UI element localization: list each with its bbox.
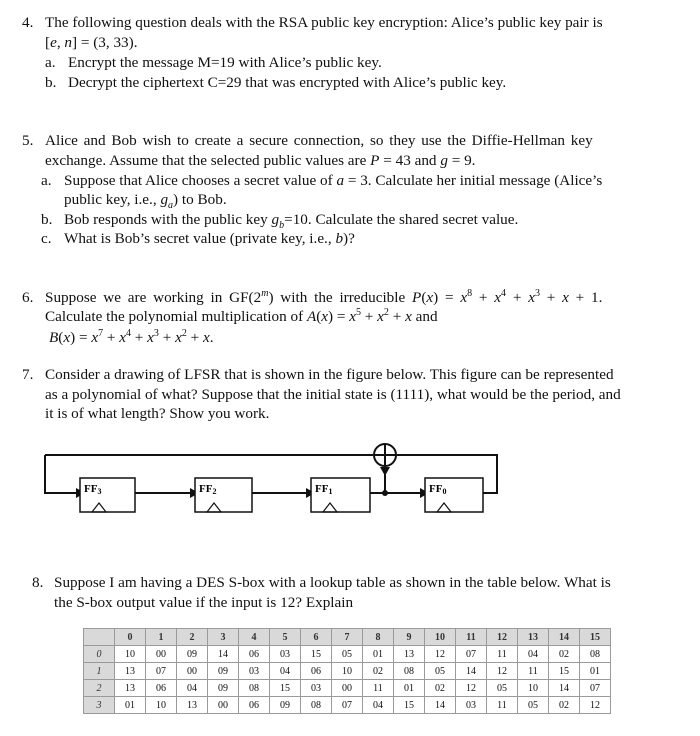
sbox-cell: 06 [146, 680, 177, 697]
sbox-cell: 02 [549, 697, 580, 714]
sbox-cell: 01 [394, 680, 425, 697]
sbox-cell: 08 [239, 680, 270, 697]
svg-text:FF1: FF1 [315, 483, 333, 496]
sbox-cell: 00 [332, 680, 363, 697]
sbox-cell: 12 [456, 680, 487, 697]
sbox-cell: 02 [425, 680, 456, 697]
q8-stem-line2: the S-box output value if the input is 12? Explain [54, 594, 354, 611]
sbox-cell: 14 [425, 697, 456, 714]
sbox-cell: 07 [146, 663, 177, 680]
q5-stem-line1: Alice and Bob wish to create a secure connection, so they use the Diffie-Hellman key [45, 132, 593, 149]
sbox-cell: 00 [177, 663, 208, 680]
q5-number: 5. [22, 132, 34, 149]
sbox-col-header: 13 [518, 629, 549, 646]
q4b-label: b. [45, 74, 57, 91]
sbox-cell: 10 [518, 680, 549, 697]
sbox-cell: 14 [549, 680, 580, 697]
sbox-row-0 [84, 646, 611, 663]
sbox-cell: 02 [549, 646, 580, 663]
sbox-cell: 00 [146, 646, 177, 663]
register-ff0 [425, 478, 483, 512]
q4b-text: Decrypt the ciphertext C=29 that was encrypted with Alice’s public key. [68, 74, 507, 91]
sbox-cell: 01 [115, 697, 146, 714]
sbox-cell: 13 [394, 646, 425, 663]
q6-number: 6. [22, 289, 34, 306]
sbox-col-header: 11 [456, 629, 487, 646]
sbox-col-header: 7 [332, 629, 363, 646]
q5b-text: Bob responds with the public key $g_b=10$. Calculate the shared secret value. [64, 211, 519, 232]
sbox-cell: 05 [332, 646, 363, 663]
q5a-text-line2: public key, i.e., $g_a$) to Bob. [64, 191, 227, 212]
sbox-row-header: 2 [84, 680, 115, 697]
sbox-cell: 03 [239, 663, 270, 680]
sbox-cell: 05 [487, 680, 518, 697]
sbox-header-row [84, 629, 611, 646]
sbox-col-header: 12 [487, 629, 518, 646]
q8-number: 8. [32, 574, 44, 591]
sbox-cell: 08 [580, 646, 611, 663]
sbox-cell: 07 [332, 697, 363, 714]
svg-text:FF3: FF3 [84, 483, 102, 496]
sbox-row-3 [84, 697, 611, 714]
sbox-col-header: 14 [549, 629, 580, 646]
sbox-cell: 01 [363, 646, 394, 663]
sbox-cell: 14 [456, 663, 487, 680]
sbox-cell: 04 [270, 663, 301, 680]
sbox-cell: 05 [425, 663, 456, 680]
q7-stem-line2: as a polynomial of what? Suppose that the initial state is (1111), what would be the period, and [45, 386, 621, 403]
sbox-cell: 12 [487, 663, 518, 680]
sbox-col-header: 4 [239, 629, 270, 646]
sbox-cell: 11 [487, 697, 518, 714]
sbox-col-header: 10 [425, 629, 456, 646]
sbox-col-header: 3 [208, 629, 239, 646]
q4-stem-line1: The following question deals with the RSA public key encryption: Alice’s public key pair is [45, 14, 603, 31]
q4a-label: a. [45, 54, 56, 71]
sbox-cell: 08 [301, 697, 332, 714]
sbox-cell: 15 [394, 697, 425, 714]
sbox-cell: 13 [115, 663, 146, 680]
sbox-cell: 03 [270, 646, 301, 663]
register-ff1 [311, 478, 370, 512]
sbox-cell: 07 [456, 646, 487, 663]
q4-stem-line2: [e, n] = (3, 33). [45, 34, 138, 51]
sbox-cell: 10 [115, 646, 146, 663]
q5-stem-line2: exchange. Assume that the selected public values are P = 43 and g = 9. [45, 152, 476, 169]
q7-stem-line1: Consider a drawing of LFSR that is shown in the figure below. This figure can be represented [45, 366, 614, 383]
q5b-label: b. [41, 211, 53, 228]
sbox-cell: 09 [208, 663, 239, 680]
sbox-cell: 01 [580, 663, 611, 680]
q6-stem-line1: Suppose we are working in GF(2$^m$) with the irreducible $P(x) = x^8 + x^4 + x^3 + x + 1$. [45, 287, 603, 306]
sbox-col-header: 0 [115, 629, 146, 646]
sbox-cell: 07 [580, 680, 611, 697]
sbox-col-header: 1 [146, 629, 177, 646]
sbox-table [83, 628, 611, 714]
q8-stem-line1: Suppose I am having a DES S-box with a lookup table as shown in the table below. What is [54, 574, 611, 591]
sbox-cell: 03 [456, 697, 487, 714]
q4-number: 4. [22, 14, 34, 31]
sbox-row-1 [84, 663, 611, 680]
sbox-col-header: 2 [177, 629, 208, 646]
sbox-cell: 03 [301, 680, 332, 697]
sbox-cell: 10 [332, 663, 363, 680]
sbox-cell: 12 [580, 697, 611, 714]
sbox-cell: 11 [487, 646, 518, 663]
sbox-cell: 15 [270, 680, 301, 697]
sbox-cell: 06 [301, 663, 332, 680]
sbox-cell: 09 [270, 697, 301, 714]
sbox-row-2 [84, 680, 611, 697]
sbox-col-header: 6 [301, 629, 332, 646]
q5a-label: a. [41, 172, 52, 189]
sbox-cell: 00 [208, 697, 239, 714]
sbox-cell: 04 [518, 646, 549, 663]
sbox-cell: 12 [425, 646, 456, 663]
sbox-cell: 13 [177, 697, 208, 714]
q5a-text: Suppose that Alice chooses a secret value of a = 3. Calculate her initial message (Alice’s [64, 172, 603, 189]
sbox-cell: 11 [518, 663, 549, 680]
q5c-text: What is Bob’s secret value (private key, i.e., b)? [64, 230, 355, 247]
sbox-cell: 04 [177, 680, 208, 697]
q7-stem-line3: it is of what length? Show you work. [45, 405, 270, 422]
sbox-cell: 09 [177, 646, 208, 663]
sbox-col-header: 9 [394, 629, 425, 646]
sbox-cell: 05 [518, 697, 549, 714]
sbox-cell: 09 [208, 680, 239, 697]
sbox-cell: 06 [239, 646, 270, 663]
sbox-col-header: 8 [363, 629, 394, 646]
sbox-col-header: 5 [270, 629, 301, 646]
svg-text:FF2: FF2 [199, 483, 217, 496]
sbox-row-header: 0 [84, 646, 115, 663]
q5c-label: c. [41, 230, 52, 247]
register-ff3 [80, 478, 135, 512]
sbox-row-header: 1 [84, 663, 115, 680]
sbox-cell: 13 [115, 680, 146, 697]
sbox-cell: 06 [239, 697, 270, 714]
sbox-cell: 11 [363, 680, 394, 697]
register-ff2 [195, 478, 252, 512]
sbox-col-header: 15 [580, 629, 611, 646]
sbox-cell: 04 [363, 697, 394, 714]
q7-number: 7. [22, 366, 34, 383]
sbox-cell: 10 [146, 697, 177, 714]
q4a-text: Encrypt the message M=19 with Alice’s public key. [68, 54, 382, 71]
q6-stem-line2: Calculate the polynomial multiplication of $A(x) = x^5 + x^2 + x$ and [45, 306, 438, 325]
sbox-cell: 14 [208, 646, 239, 663]
svg-text:FF0: FF0 [429, 483, 447, 496]
sbox-corner [84, 629, 115, 646]
sbox-cell: 08 [394, 663, 425, 680]
sbox-cell: 02 [363, 663, 394, 680]
lfsr-diagram [40, 436, 600, 522]
sbox-row-header: 3 [84, 697, 115, 714]
q6-stem-line3: $B(x) = x^7 + x^4 + x^3 + x^2 + x$. [49, 327, 214, 346]
sbox-cell: 15 [549, 663, 580, 680]
sbox-cell: 15 [301, 646, 332, 663]
